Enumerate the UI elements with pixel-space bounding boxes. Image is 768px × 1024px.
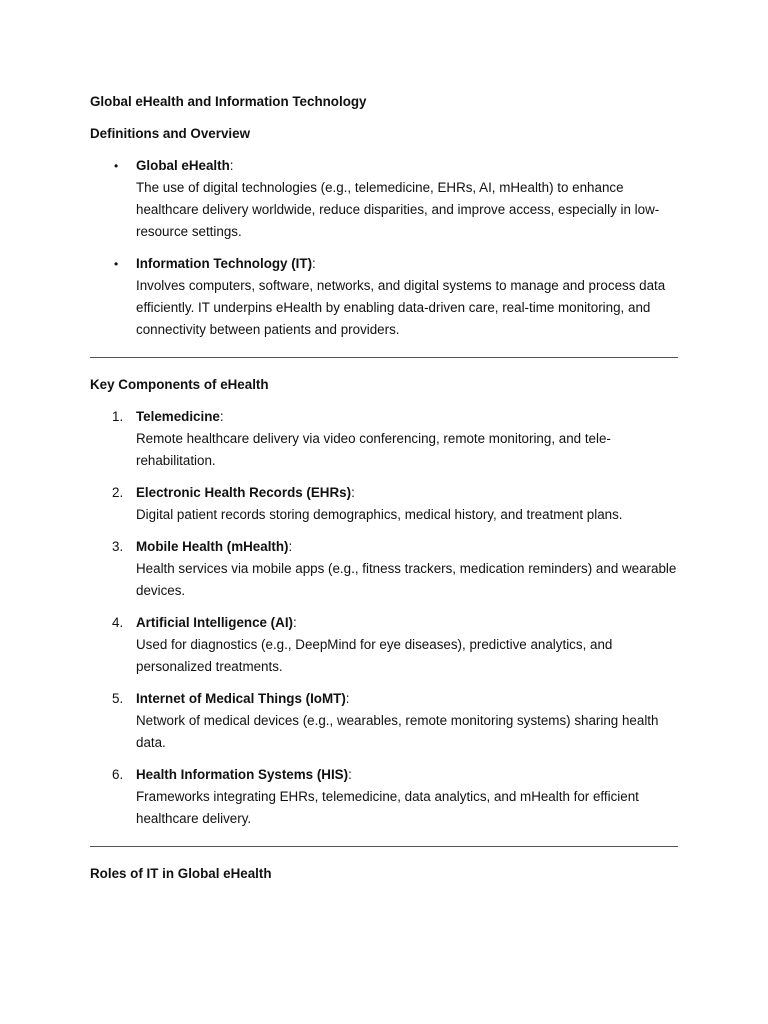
list-item [90,764,678,830]
definition-description: The use of digital technologies (e.g., telemedicine, EHRs, AI, mHealth) to enhance healthcare delivery worldwide, reduce disparities, and improve access, especially in low-resource settings. [136,180,660,239]
list-item [90,253,678,341]
component-description: Digital patient records storing demographics, medical history, and treatment plans. [136,507,623,522]
component-colon: : [351,485,355,500]
list-number: 1. [112,409,124,424]
component-description: Remote healthcare delivery via video conferencing, remote monitoring, and tele-rehabilitation. [136,431,611,468]
bullet-icon: • [114,159,119,173]
list-item [90,406,678,472]
components-list [90,406,678,830]
list-number: 4. [112,615,124,630]
definition-term: Information Technology (IT) [136,256,313,271]
component-term: Artificial Intelligence (AI) [136,615,293,630]
list-item [90,688,678,754]
component-term: Internet of Medical Things (IoMT) [136,691,346,706]
component-term: Mobile Health (mHealth) [136,539,289,554]
bullet-icon: • [114,257,119,271]
definition-description: Involves computers, software, networks, and digital systems to manage and process data efficiently. IT underpins eHealth by enabling data-driven care, real-time monitoring, and connectivity between patients and providers. [136,278,666,337]
document-title: Global eHealth and Information Technology [90,94,367,109]
list-item [90,612,678,678]
component-description: Used for diagnostics (e.g., DeepMind for eye diseases), predictive analytics, and personalized treatments. [136,637,613,674]
definition-colon: : [229,158,234,173]
list-item [90,155,678,243]
section-heading-definitions: Definitions and Overview [90,126,250,141]
definitions-list [90,155,678,341]
list-number: 2. [112,485,124,500]
component-colon: : [288,539,293,554]
component-term: Electronic Health Records (EHRs) [136,485,352,500]
component-term: Health Information Systems (HIS) [136,767,349,782]
component-description: Frameworks integrating EHRs, telemedicine, data analytics, and mHealth for efficient healthcare delivery. [136,789,639,826]
component-description: Health services via mobile apps (e.g., fitness trackers, medication reminders) and wearable devices. [136,561,677,598]
list-number: 3. [112,539,124,554]
component-colon: : [219,409,224,424]
list-number: 6. [112,767,124,782]
component-description: Network of medical devices (e.g., wearables, remote monitoring systems) sharing health data. [136,713,659,750]
list-item [90,482,678,526]
list-number: 5. [112,691,124,706]
component-colon: : [345,691,350,706]
definition-colon: : [312,256,316,271]
component-term: Telemedicine [136,409,220,424]
horizontal-divider [90,846,678,847]
section-heading-roles: Roles of IT in Global eHealth [90,866,272,881]
horizontal-divider [90,357,678,358]
list-item [90,536,678,602]
section-heading-components: Key Components of eHealth [90,377,269,392]
definition-term: Global eHealth [136,158,230,173]
component-colon: : [293,615,297,630]
document-content [90,91,678,885]
component-colon: : [348,767,352,782]
